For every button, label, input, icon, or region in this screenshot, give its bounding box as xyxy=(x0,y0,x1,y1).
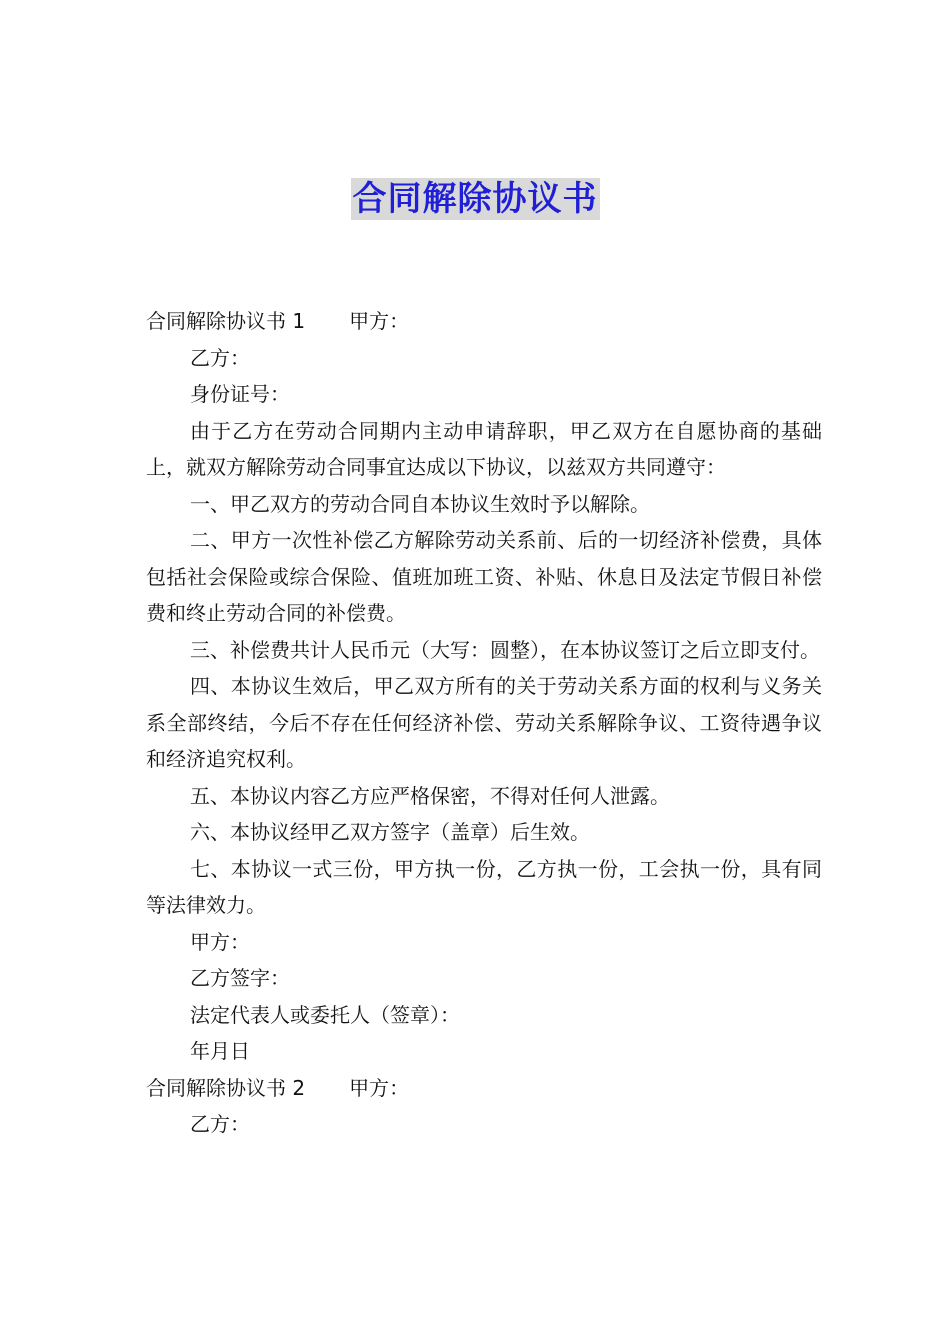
sign-representative: 法定代表人或委托人（签章）： xyxy=(190,1002,460,1027)
document-title: 合同解除协议书 xyxy=(352,179,598,219)
clause-1: 一、甲乙双方的劳动合同自本协议生效时予以解除。 xyxy=(190,491,650,516)
document-body xyxy=(146,303,822,1143)
section2-party-a-label: 甲方： xyxy=(349,1075,410,1100)
section1-heading: 合同解除协议书 1 xyxy=(146,309,306,333)
section2-heading: 合同解除协议书 2 xyxy=(146,1075,306,1100)
section1-id-label: 身份证号： xyxy=(190,382,290,406)
section1-heading-line xyxy=(146,303,822,340)
clause-4: 四、本协议生效后，甲乙双方所有的关于劳动关系方面的权利与义务关系全部终结，今后不存在任何经济补偿、劳动关系解除争议、工资待遇争议和经济追究权利。 xyxy=(146,674,822,771)
clause-6: 六、本协议经甲乙双方签字（盖章）后生效。 xyxy=(190,820,590,844)
section2-heading-line xyxy=(146,1070,822,1107)
date-label: 年月日 xyxy=(190,1039,250,1063)
section2-party-b-label: 乙方： xyxy=(190,1112,250,1136)
clause-2: 二、甲方一次性补偿乙方解除劳动关系前、后的一切经济补偿费，具体包括社会保险或综合保险、值班加班工资、补贴、休息日及法定节假日补偿费和终止劳动合同的补偿费。 xyxy=(146,528,822,625)
sign-party-b: 乙方签字： xyxy=(190,966,290,990)
clause-5: 五、本协议内容乙方应严格保密，不得对任何人泄露。 xyxy=(190,783,670,808)
section1-intro: 由于乙方在劳动合同期内主动申请辞职，甲乙双方在自愿协商的基础上，就双方解除劳动合同事宜达成以下协议，以兹双方共同遵守： xyxy=(146,418,822,479)
section1-party-b-label: 乙方： xyxy=(190,345,250,370)
sign-party-a: 甲方： xyxy=(190,929,250,954)
title-container xyxy=(0,178,950,220)
clause-3: 三、补偿费共计人民币元（大写：圆整），在本协议签订之后立即支付。 xyxy=(190,637,820,662)
clause-7: 七、本协议一式三份，甲方执一份，乙方执一份，工会执一份，具有同等法律效力。 xyxy=(146,856,822,917)
section1-party-a-label: 甲方： xyxy=(349,309,410,333)
